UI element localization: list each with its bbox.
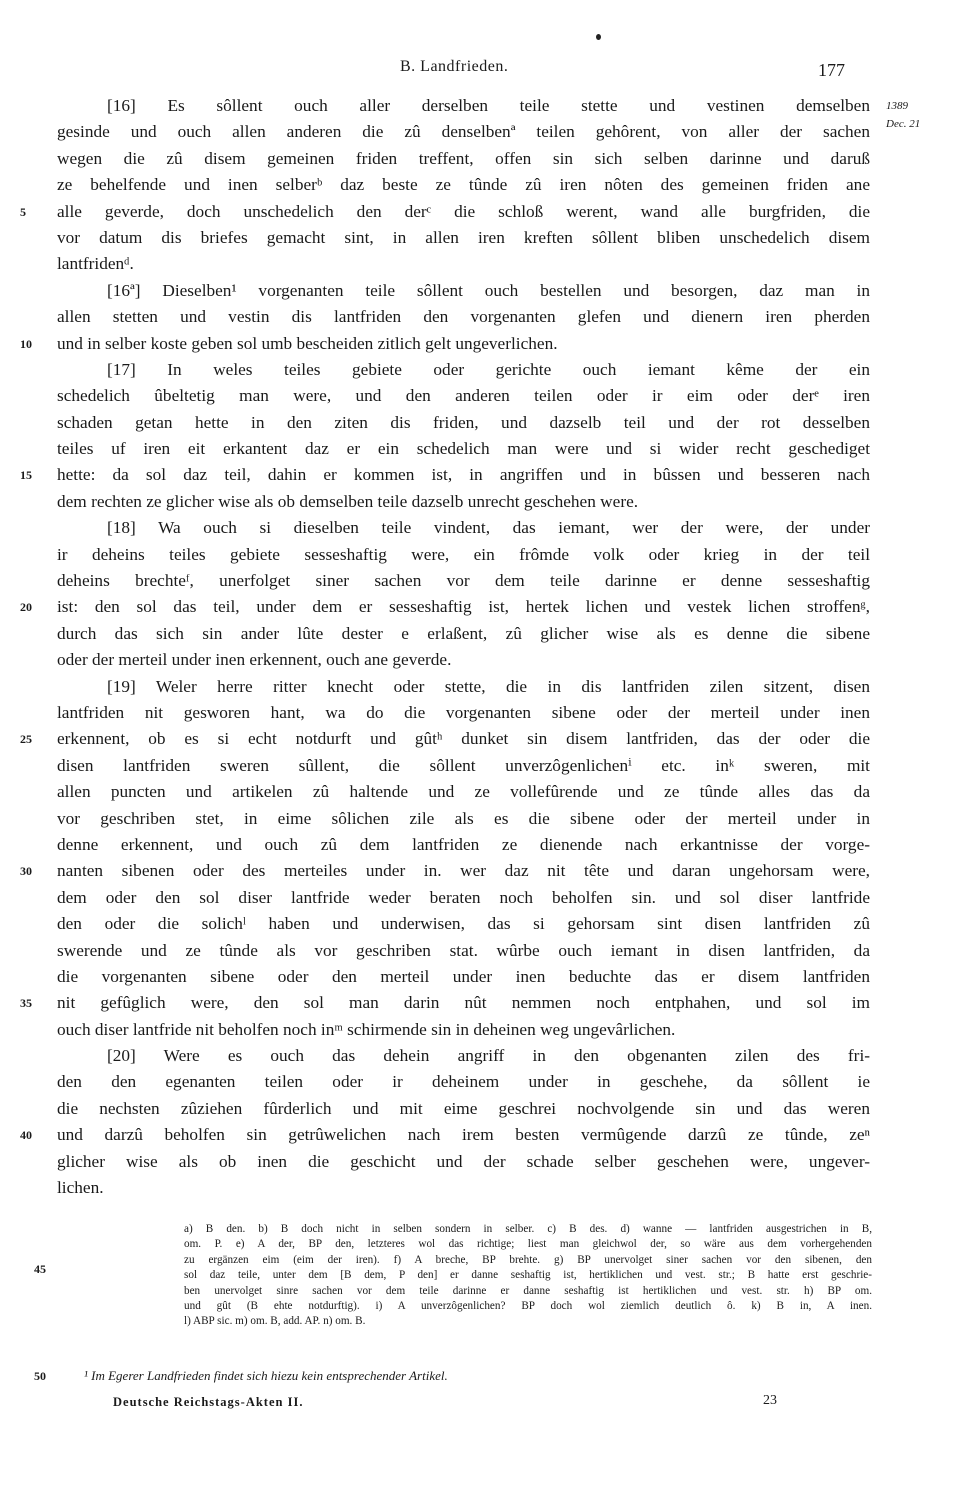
line-text: nit gefûglich were, den sol man darin nût nemmen noch entphahen, und sol im [57,993,870,1013]
footer-signature: 23 [763,1393,777,1408]
text-line [57,674,870,700]
line-text: nanten sibenen oder des merteiles under in. wer daz nit tête und daran ungehorsam were, [57,861,870,881]
line-text: ir deheins teiles gebiete sesseshaftig were, ein frômde volk oder krieg in der teil [57,544,870,564]
text-line [57,1017,870,1043]
text-line [57,278,870,304]
footnote-line: l) ABP sic. m) om. B, add. AP. n) om. B. [184,1315,366,1328]
running-head: B. Landfrieden. [400,58,509,75]
line-text: [16] Es sôllent ouch aller derselben teile stette und vestinen demselben [107,96,870,115]
line-text: [17] In weles teiles gebiete oder gerichte ouch iemant kême der ein [107,359,870,379]
text-line [57,172,870,198]
text-line [57,93,870,119]
text-line [57,119,870,145]
text-line [57,146,870,172]
main-text [20,93,870,1201]
line-number: 5 [20,204,26,219]
line-text: die vorgenanten sibene oder den merteil under inen beduchte das er disem lantfriden [57,966,870,986]
text-line [57,542,870,568]
page-number: 177 [818,60,845,80]
line-text: wegen die zû disem gemeinen friden treffent, offen sin sich selben darinne und daruß [57,148,870,168]
line-text: lichen. [57,1178,104,1198]
line-number: 40 [20,1128,32,1143]
text-line [57,832,870,858]
text-line [57,383,870,409]
footnote-line: und gût (B ehte notdurftig). i) A unverzôgenlichen? BP doch wol ziemlich deutlich ô. k) B in, A inen. [184,1300,872,1313]
line-text: den oder die solichˡ haben und underwisen, das si gehorsam sint disen lantfriden zû [57,914,870,934]
line-text: glicher wise als ob inen die geschicht und der schade selber geschehen were, ungever- [57,1151,870,1171]
line-text: dem oder den sol diser lantfride weder beraten noch beholfen sin. und sol diser lantfride [57,887,870,907]
line-text: teiles uf iren eit erkantent daz er ein schedelich man were und si wider recht geschediget [57,439,870,459]
text-line [20,990,870,1016]
text-line [57,1043,870,1069]
text-line [57,911,870,937]
text-line [57,489,870,515]
text-line [57,700,870,726]
text-line [20,1122,870,1148]
line-text: gesinde und ouch allen anderen die zû denselbenª teilen gehôrent, von aller der sachen [57,122,870,142]
line-text: [19] Weler herre ritter knecht oder stette, die in dis lantfriden zilen sitzent, disen [107,676,870,696]
footnote-line: om. P. e) A der, BP den, letzteres wol das richtige; liest man gleichwol der, so wäre aus dem vorhergehenden [184,1238,872,1251]
line-text: vor datum dis briefes gemacht sint, in allen iren kreften sôllent bliben unschedelich disem [57,227,870,247]
text-line [57,515,870,541]
line-text: oder der merteil under inen erkennent, ouch ane geverde. [57,650,452,670]
text-line [57,964,870,990]
footnote-line: sol daz teile, unter dem [B dem, P den] er danne seshaftig ist, hertiklichen und vest. str.; B hatte erst geschrie- [184,1269,872,1282]
line-text: schedelich ûbeltetig man were, und den anderen teilen oder ir eim oder derᵉ iren [57,386,870,406]
text-line [57,304,870,330]
line-text: lantfriden nit gesworen hant, wa do die vorgenanten sibene oder der merteil under inen [57,702,870,722]
footnotes [184,1222,872,1330]
footnote-line: zu ergänzen eim (eim der iren). f) A breche, BP brehte. g) BP unervolget siner sachen vor den sibenen, den [184,1253,872,1266]
text-line [57,436,870,462]
line-number: 35 [20,996,32,1011]
footnote-line: a) B den. b) B doch nicht in selben sondern in selber. c) B des. d) wanne — lantfriden ausgestrichen in B, [184,1223,872,1235]
line-text: [20] Were es ouch das dehein angriff in den obgenanten zilen des fri- [107,1046,870,1066]
line-text: den den egenanten teilen oder ir deheinem under in geschehe, da sôllent ie [57,1072,870,1092]
line-text: disen lantfriden sweren sûllent, die sôllent unverzôgenlichenⁱ etc. inᵏ sweren, mit [57,755,870,775]
line-text: und in selber koste geben sol umb bescheiden zitlich gelt ungeverlichen. [57,333,558,353]
text-line [20,726,870,752]
text-line [57,1175,870,1201]
line-text: denne erkennent, und ouch zû dem lantfriden ze dienende nach erkantnisse der vorge- [57,834,870,854]
text-line [57,568,870,594]
editorial-note: ¹ Im Egerer Landfrieden findet sich hiezu kein entsprechender Artikel. [84,1368,448,1383]
line-text: ist: den sol das teil, under dem er sesseshaftig ist, hertek lichen und vestek lichen stroffenᵍ, [57,597,870,617]
text-line [57,1096,870,1122]
line-text: deheins brechteᶠ, unerfolget siner sachen vor dem teile darinne er denne sesseshaftig [57,571,870,591]
line-text: die nechsten zûziehen fûrderlich und mit eime geschrei nochvolgende sin und das weren [57,1098,870,1118]
text-line [20,331,870,357]
line-number: 15 [20,468,32,483]
footer-series-title: Deutsche Reichstags-Akten II. [113,1395,304,1409]
text-line [57,647,870,673]
line-text: dem rechten ze glicher wise als ob demselben teile dazselb unrecht geschehen were. [57,491,639,511]
text-line [57,410,870,436]
text-line [57,1069,870,1095]
line-text: ze behelfende und inen selberᵇ daz beste ze tûnde zû iren nôten des gemeinen friden ane [57,175,870,195]
line-text: allen puncten und artikelen zû haltende und ze vollefûrende und ze tûnde alles das da [57,782,870,802]
line-number: 20 [20,600,32,615]
line-text: hette: da sol daz teil, dahin er kommen ist, in angriffen und in bûssen und besseren nach [57,465,870,485]
line-text: alle geverde, doch unschedelich den derᶜ die schloß werent, wand alle burgfriden, die [57,201,870,221]
line-number: 30 [20,864,32,879]
text-line [57,806,870,832]
line-number: 10 [20,336,32,351]
line-text: allen stetten und vestin dis lantfriden den vorgenanten glefen und dienern iren pherden [57,307,870,327]
line-text: und darzû beholfen sin getrûwelichen nach irem besten vermûgende darzû ze tûnde, zeⁿ [57,1125,870,1145]
line-text: erkennent, ob es si echt notdurft und gûtʰ dunket sin disem lantfriden, das der oder die [57,729,870,749]
line-text: vor geschriben stet, in eime sôlichen zile als es die sibene oder der merteil under in [57,808,870,828]
margin-date: Dec. 21 [886,118,921,130]
text-line [57,621,870,647]
line-text: [16ª] Dieselben¹ vorgenanten teile sôllent ouch bestellen und besorgen, daz man in [107,280,870,300]
note-line-number: 50 [34,1369,46,1383]
line-text: swerende und ze tûnde als vor geschriben stat. wûrbe ouch iemant in disen lantfriden, da [57,940,870,960]
line-text: ouch diser lantfride nit beholfen noch inᵐ schirmende sin in deheinen weg ungevârlichen. [57,1019,676,1039]
text-line [57,885,870,911]
text-line [57,779,870,805]
text-line [57,251,870,277]
footnote-line: ben unervolget sinre sachen vor dem teile darinne er danne seshaftig ist hertiklichen und vest. str. h) BP om. [184,1284,872,1297]
line-text: schaden getan hette in den ziten dis friden, und dazselb teil und der rot desselben [57,412,870,432]
footnote-line-number: 45 [34,1262,46,1276]
text-line [57,225,870,251]
text-line [57,357,870,383]
text-line [20,462,870,488]
text-line [20,199,870,225]
text-line [57,1149,870,1175]
line-text: lantfridenᵈ. [57,254,134,274]
text-line [20,594,870,620]
text-line [57,753,870,779]
margin-year: 1389 [886,100,908,112]
print-mark [596,34,601,40]
line-text: [18] Wa ouch si dieselben teile vindent, das iemant, wer der were, der under [107,518,870,538]
line-number: 25 [20,732,32,747]
text-line [20,858,870,884]
text-line [57,938,870,964]
line-text: durch das sich sin ander lûte dester e erlaßent, zû glicher wise als es denne die sibene [57,623,870,643]
